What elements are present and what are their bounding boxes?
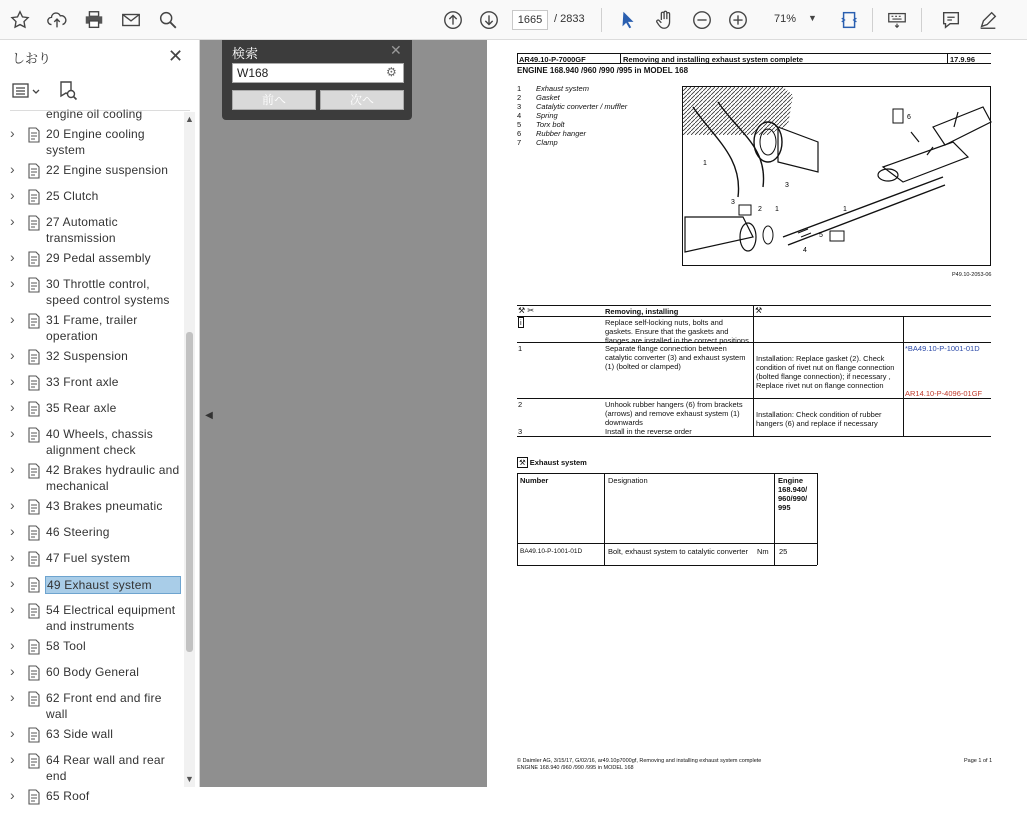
svg-text:4: 4	[803, 247, 807, 254]
bookmark-label: 58 Tool	[46, 639, 86, 653]
doc-header-code: AR49.10-P-7000GF	[519, 55, 586, 64]
legend-number: 2	[517, 93, 522, 102]
legend-text: Exhaust system	[536, 84, 589, 93]
bookmark-label: 43 Brakes pneumatic	[46, 499, 163, 513]
upload-icon[interactable]	[45, 8, 69, 32]
bookmark-icon	[27, 401, 41, 417]
bookmark-icon	[27, 727, 41, 743]
bookmark-label: engine oil cooling	[46, 107, 143, 121]
svg-text:3: 3	[785, 182, 789, 189]
legend-text: Catalytic converter / muffler	[536, 102, 628, 111]
bookmark-label: 33 Front axle	[46, 375, 119, 389]
bookmark-icon	[27, 427, 41, 443]
chevron-right-icon[interactable]: ›	[10, 751, 15, 767]
bookmark-item[interactable]	[0, 374, 184, 400]
legend-number: 4	[517, 111, 522, 120]
bookmark-icon	[27, 665, 41, 681]
reference-link[interactable]: *BA49.10-P-1001-01D	[905, 344, 980, 353]
bookmark-icon	[27, 603, 41, 619]
bookmark-label: 65 Roof	[46, 789, 90, 803]
collapse-panel-icon[interactable]: ◀	[205, 409, 213, 421]
legend-number: 3	[517, 102, 522, 111]
fit-page-icon[interactable]	[838, 8, 862, 32]
chevron-right-icon[interactable]: ›	[10, 725, 15, 741]
step-text: Install in the reverse order	[605, 427, 692, 436]
chevron-right-icon[interactable]: ›	[10, 787, 15, 803]
bookmarks-title: しおり	[12, 51, 52, 66]
keyboard-icon[interactable]	[885, 8, 909, 32]
chevron-right-icon[interactable]: ›	[10, 399, 15, 415]
close-icon[interactable]: ✕	[390, 42, 402, 58]
exhaust-figure	[682, 86, 991, 266]
figure-id: P49.10-2053-06	[952, 272, 992, 278]
svg-text:6: 6	[907, 114, 911, 121]
step-number: 2	[518, 400, 523, 409]
step-text: Separate flange connection between catalytic converter (3) and exhaust system (1) (bolted or clamped)	[605, 344, 746, 371]
scroll-up-icon[interactable]: ▲	[185, 114, 194, 124]
bookmark-icon	[27, 375, 41, 391]
options-icon[interactable]	[12, 82, 42, 100]
bookmark-label: 35 Rear axle	[46, 401, 117, 415]
bookmark-item[interactable]	[0, 602, 184, 638]
gear-icon[interactable]: ⚙	[386, 65, 397, 79]
bookmark-list	[0, 107, 184, 803]
bookmark-label: 31 Frame, trailer operation	[46, 313, 138, 343]
chevron-right-icon[interactable]: ›	[10, 213, 15, 229]
page-number-input[interactable]: 1665	[512, 10, 548, 30]
bookmark-label: 46 Steering	[46, 525, 110, 539]
legend-number: 7	[517, 138, 522, 147]
spec-unit: Nm	[757, 547, 769, 556]
find-input[interactable]: W168	[232, 63, 404, 83]
chevron-right-icon[interactable]: ›	[10, 161, 15, 177]
bookmark-icon	[27, 577, 41, 593]
bookmark-item[interactable]	[0, 752, 184, 788]
find-prev-button[interactable]: 前へ	[232, 90, 316, 110]
zoom-in-icon[interactable]	[726, 8, 750, 32]
bookmarks-panel	[0, 40, 200, 803]
bookmark-item[interactable]	[0, 188, 184, 214]
bookmark-item[interactable]	[0, 690, 184, 726]
bookmark-label: 20 Engine cooling system	[46, 127, 145, 157]
legend-text: Clamp	[536, 138, 558, 147]
bookmark-label: 27 Automatic transmission	[46, 215, 118, 245]
step-text: Unhook rubber hangers (6) from brackets (arrows) and remove exhaust system (1) downwards	[605, 400, 743, 427]
page-total-label: / 2833	[554, 13, 585, 25]
chevron-right-icon[interactable]: ›	[10, 249, 15, 265]
chevron-right-icon[interactable]: ›	[10, 425, 15, 441]
bookmark-icon	[27, 639, 41, 655]
bookmark-icon	[27, 463, 41, 479]
bookmark-item[interactable]	[0, 788, 184, 814]
removing-table-header: Removing, installing	[605, 307, 679, 316]
bookmark-label: 25 Clutch	[46, 189, 99, 203]
legend-number: 1	[517, 84, 522, 93]
bookmark-label: 47 Fuel system	[46, 551, 131, 565]
bookmark-item[interactable]	[0, 214, 184, 250]
pen-icon[interactable]	[976, 8, 1000, 32]
bookmark-label: 62 Front end and fire wall	[46, 691, 162, 721]
svg-text:5: 5	[819, 232, 823, 239]
bookmark-item[interactable]	[0, 664, 184, 690]
page-down-icon[interactable]	[477, 8, 501, 32]
bookmark-label: 40 Wheels, chassis alignment check	[46, 427, 153, 457]
bookmark-label: 42 Brakes hydraulic and mechanical	[46, 463, 180, 493]
bookmark-item[interactable]	[0, 426, 184, 462]
bookmark-item[interactable]	[0, 638, 184, 664]
step-note: Installation: Replace gasket (2). Check condition of rivet nut on flange connection (bolted flange connection); if necessary , Replace rivet nut on flange connection	[756, 354, 895, 390]
scroll-down-icon[interactable]: ▼	[185, 774, 194, 784]
doc-footer-left-2: ENGINE 168.940 /960 /990 /995 in MODEL 168	[517, 765, 634, 771]
exhaust-system-title: ⚒ Exhaust system	[519, 458, 587, 467]
chevron-right-icon[interactable]: ›	[10, 125, 15, 141]
zoom-out-icon[interactable]	[690, 8, 714, 32]
chevron-right-icon[interactable]: ›	[10, 601, 15, 617]
bookmark-icon	[27, 349, 41, 365]
bookmark-icon	[27, 691, 41, 707]
bookmark-label: 60 Body General	[46, 665, 140, 679]
bookmark-label: 63 Side wall	[46, 727, 114, 741]
bookmark-item[interactable]	[0, 462, 184, 498]
bookmark-label: 49 Exhaust system	[45, 576, 181, 594]
find-next-button[interactable]: 次へ	[320, 90, 404, 110]
bookmark-icon	[27, 277, 41, 293]
star-icon[interactable]	[8, 8, 32, 32]
zoom-level-select[interactable]: 71%	[774, 13, 797, 25]
doc-footer-left: © Daimler AG, 3/15/17, G/02/16, ar49.10p7000gf, Removing and installing exhaust system complete	[517, 758, 762, 764]
bookmark-icon	[27, 163, 41, 179]
bookmark-item[interactable]	[0, 524, 184, 550]
spec-col-engine: Engine 168.940/ 960/990/ 995	[778, 476, 808, 512]
tool-icon: ⚒	[755, 306, 763, 315]
bookmark-icon	[27, 251, 41, 267]
toolbar-separator	[921, 8, 922, 32]
find-title: 検索	[232, 46, 259, 61]
spec-col-designation: Designation	[608, 476, 648, 485]
bookmark-label: 32 Suspension	[46, 349, 128, 363]
bookmark-icon	[27, 551, 41, 567]
find-bookmark-icon[interactable]	[58, 80, 78, 102]
chevron-right-icon[interactable]: ›	[10, 347, 15, 363]
doc-footer-page: Page 1 of 1	[964, 758, 993, 764]
bookmark-item[interactable]	[0, 162, 184, 188]
bookmark-icon	[27, 313, 41, 329]
bookmark-item[interactable]	[0, 550, 184, 576]
chevron-right-icon[interactable]: ›	[10, 575, 15, 591]
svg-text:1: 1	[775, 206, 779, 213]
bookmark-icon	[27, 127, 41, 143]
search-icon[interactable]	[156, 8, 180, 32]
legend-number: 5	[517, 120, 522, 129]
bookmark-label: 22 Engine suspension	[46, 163, 169, 177]
legend-text: Spring	[536, 111, 558, 120]
chevron-right-icon[interactable]: ›	[10, 187, 15, 203]
chevron-right-icon[interactable]: ›	[10, 461, 15, 477]
toolbar-separator	[872, 8, 873, 32]
bookmark-item[interactable]	[0, 726, 184, 752]
bookmark-label: 30 Throttle control, speed control systems	[46, 277, 170, 307]
legend-text: Torx bolt	[536, 120, 565, 129]
step-number: 3	[518, 427, 523, 436]
bookmark-icon	[27, 215, 41, 231]
step-note: Installation: Check condition of rubber hangers (6) and replace if necessary	[756, 410, 882, 428]
chevron-right-icon[interactable]: ›	[10, 549, 15, 565]
chevron-right-icon[interactable]: ›	[10, 689, 15, 705]
chevron-right-icon[interactable]: ›	[10, 523, 15, 539]
pdf-page	[487, 40, 1027, 787]
bookmark-item[interactable]	[0, 276, 184, 312]
chevron-down-icon[interactable]: ▼	[808, 13, 817, 23]
chevron-right-icon[interactable]: ›	[10, 275, 15, 291]
chevron-right-icon[interactable]: ›	[10, 663, 15, 679]
chevron-right-icon[interactable]: ›	[10, 311, 15, 327]
bookmark-label: 29 Pedal assembly	[46, 251, 151, 265]
bookmark-icon	[27, 753, 41, 769]
bookmark-label: 54 Electrical equipment and instruments	[46, 603, 176, 633]
page-up-icon[interactable]	[441, 8, 465, 32]
step-number: 1	[518, 344, 523, 353]
spec-col-number: Number	[520, 476, 549, 485]
bookmark-icon	[27, 525, 41, 541]
bookmark-item[interactable]	[0, 348, 184, 374]
bookmark-item[interactable]	[0, 498, 184, 524]
legend-number: 6	[517, 129, 522, 138]
spec-number: BA49.10-P-1001-01D	[520, 548, 583, 555]
bookmark-item[interactable]	[0, 400, 184, 426]
svg-text:3: 3	[731, 199, 735, 206]
bookmark-item[interactable]	[0, 250, 184, 276]
print-icon[interactable]	[82, 8, 106, 32]
comment-icon[interactable]	[939, 8, 963, 32]
toolbar-separator	[601, 8, 602, 32]
scrollbar-thumb[interactable]	[186, 332, 193, 652]
close-icon[interactable]: ✕	[168, 46, 184, 66]
bookmark-item[interactable]	[0, 126, 184, 162]
reference-link[interactable]: AR14.10-P-4096-01GF	[905, 389, 983, 398]
find-panel	[222, 40, 412, 120]
legend-text: Rubber hanger	[536, 129, 587, 138]
toolbar	[0, 0, 1027, 40]
tool-icon: ⚒ ✂	[518, 306, 535, 315]
svg-text:1: 1	[703, 160, 707, 167]
pointer-icon[interactable]	[616, 8, 640, 32]
bookmark-icon	[27, 189, 41, 205]
bookmark-item[interactable]	[0, 312, 184, 348]
sidebar-scrollbar[interactable]	[184, 112, 195, 787]
svg-text:1: 1	[843, 206, 847, 213]
chevron-right-icon[interactable]: ›	[10, 373, 15, 389]
hand-icon[interactable]	[653, 8, 677, 32]
spec-designation: Bolt, exhaust system to catalytic converter	[608, 547, 749, 556]
bookmark-icon	[27, 499, 41, 515]
bookmark-label: 64 Rear wall and rear end	[46, 753, 165, 783]
chevron-right-icon[interactable]: ›	[10, 497, 15, 513]
chevron-right-icon[interactable]: ›	[10, 637, 15, 653]
bookmark-icon	[27, 789, 41, 805]
doc-header-title: Removing and installing exhaust system complete	[623, 55, 804, 64]
doc-subheader: ENGINE 168.940 /960 /990 /995 in MODEL 168	[517, 66, 689, 75]
bookmark-item[interactable]	[0, 576, 184, 602]
info-icon: i	[520, 318, 522, 327]
spec-value: 25	[779, 547, 788, 556]
legend-text: Gasket	[536, 93, 560, 102]
svg-text:2: 2	[758, 206, 762, 213]
doc-header-date: 17.9.96	[950, 55, 976, 64]
step-text: Replace self-locking nuts, bolts and gaskets. Ensure that the gaskets and flanges are installed in the correct positions	[605, 318, 749, 345]
mail-icon[interactable]	[119, 8, 143, 32]
